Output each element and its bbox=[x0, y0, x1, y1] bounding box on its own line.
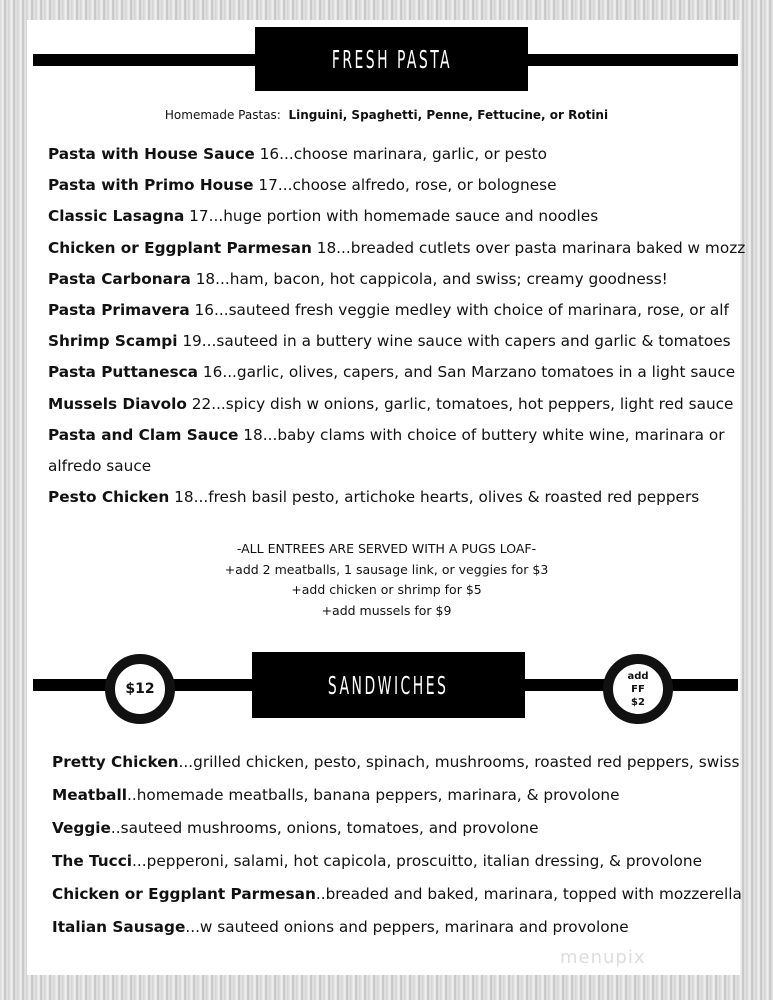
item-name: Mussels Diavolo bbox=[48, 394, 187, 413]
item-description: ...pepperoni, salami, hot capicola, proscuitto, italian dressing, & provolone bbox=[132, 852, 702, 870]
sandwich-title-text: SANDWICHES bbox=[328, 670, 449, 700]
item-name: Pesto Chicken bbox=[48, 488, 170, 507]
menu-item bbox=[48, 269, 668, 289]
item-description: 18...baby clams with choice of buttery white wine, marinara or bbox=[238, 425, 725, 444]
menu-item bbox=[48, 394, 733, 414]
item-name: Italian Sausage bbox=[52, 918, 186, 936]
item-name: Pasta with Primo House bbox=[48, 176, 254, 195]
menu-item bbox=[48, 238, 745, 258]
item-description: 16...sauteed fresh veggie medley with choice of marinara, rose, or alf bbox=[189, 301, 729, 319]
menu-item bbox=[48, 331, 731, 351]
entree-note: +add mussels for $9 bbox=[321, 603, 452, 619]
item-description: alfredo sauce bbox=[48, 457, 152, 475]
item-description: 19...sauteed in a buttery wine sauce with capers and garlic & tomatoes bbox=[177, 332, 731, 351]
item-description: ..sauteed mushrooms, onions, tomatoes, and provolone bbox=[110, 819, 539, 837]
menu-item bbox=[48, 456, 151, 476]
menu-item bbox=[52, 917, 629, 937]
menu-item bbox=[48, 300, 729, 320]
menu-item bbox=[48, 362, 735, 382]
entree-note: +add chicken or shrimp for $5 bbox=[291, 582, 482, 598]
item-name: Pasta and Clam Sauce bbox=[48, 425, 239, 444]
item-name: Pasta with House Sauce bbox=[48, 145, 255, 163]
item-description: 18...breaded cutlets over pasta marinara baked w mozz bbox=[311, 238, 746, 257]
pasta-title-text: FRESH PASTA bbox=[331, 44, 452, 74]
item-name: Classic Lasagna bbox=[48, 207, 185, 226]
homemade-list: Linguini, Spaghetti, Penne, Fettucine, or Rotini bbox=[288, 108, 609, 122]
item-name: Pasta Carbonara bbox=[48, 269, 191, 288]
menu-item bbox=[52, 785, 620, 805]
addon-line: FF bbox=[631, 683, 645, 695]
sandwich-price-badge bbox=[105, 654, 175, 724]
item-description: ..homemade meatballs, banana peppers, marinara, & provolone bbox=[127, 786, 620, 804]
homemade-label: Homemade Pastas: bbox=[164, 108, 281, 122]
menu-item bbox=[52, 818, 539, 838]
item-description: 17...choose alfredo, rose, or bolognese bbox=[253, 176, 557, 195]
item-name: Veggie bbox=[52, 819, 111, 837]
watermark: menupix bbox=[560, 947, 646, 968]
item-name: The Tucci bbox=[52, 852, 133, 870]
item-name: Chicken or Eggplant Parmesan bbox=[52, 885, 316, 903]
item-name: Pasta Puttanesca bbox=[48, 363, 198, 382]
menu-item bbox=[52, 851, 702, 871]
menu-item bbox=[48, 144, 547, 164]
item-description: 16...choose marinara, garlic, or pesto bbox=[254, 145, 547, 163]
fries-addon-badge bbox=[603, 654, 673, 724]
menu-item bbox=[48, 487, 699, 507]
item-description: 18...fresh basil pesto, artichoke hearts, olives & roasted red peppers bbox=[169, 488, 700, 507]
menu-item bbox=[48, 425, 725, 445]
item-description: 16...garlic, olives, capers, and San Marzano tomatoes in a light sauce bbox=[198, 363, 736, 382]
item-name: Meatball bbox=[52, 786, 127, 804]
menu-item bbox=[48, 206, 598, 226]
item-description: ..breaded and baked, marinara, topped with mozzerella bbox=[315, 885, 742, 903]
item-name: Pretty Chicken bbox=[52, 753, 179, 771]
pasta-section-title bbox=[255, 27, 528, 91]
menu-item bbox=[52, 884, 742, 904]
item-description: 17...huge portion with homemade sauce and noodles bbox=[184, 207, 599, 226]
entree-note: -ALL ENTREES ARE SERVED WITH A PUGS LOAF- bbox=[236, 541, 537, 556]
menu-item bbox=[48, 175, 557, 195]
price-text: $12 bbox=[125, 681, 155, 697]
entree-note: +add 2 meatballs, 1 sausage link, or veggies for $3 bbox=[224, 561, 549, 577]
item-name: Chicken or Eggplant Parmesan bbox=[48, 238, 312, 257]
item-name: Pasta Primavera bbox=[48, 301, 190, 319]
addon-line: $2 bbox=[631, 696, 645, 708]
homemade-pastas-line bbox=[0, 108, 773, 122]
item-description: ...grilled chicken, pesto, spinach, mushrooms, roasted red peppers, swiss bbox=[178, 753, 740, 771]
item-description: 18...ham, bacon, hot cappicola, and swiss; creamy goodness! bbox=[190, 269, 668, 288]
item-description: ...w sauteed onions and peppers, marinara and provolone bbox=[185, 918, 629, 936]
menu-item bbox=[52, 752, 739, 772]
addon-line: add bbox=[627, 670, 649, 682]
sandwich-section-title bbox=[252, 652, 525, 718]
item-description: 22...spicy dish w onions, garlic, tomatoes, hot peppers, light red sauce bbox=[186, 394, 734, 413]
item-name: Shrimp Scampi bbox=[48, 332, 178, 351]
